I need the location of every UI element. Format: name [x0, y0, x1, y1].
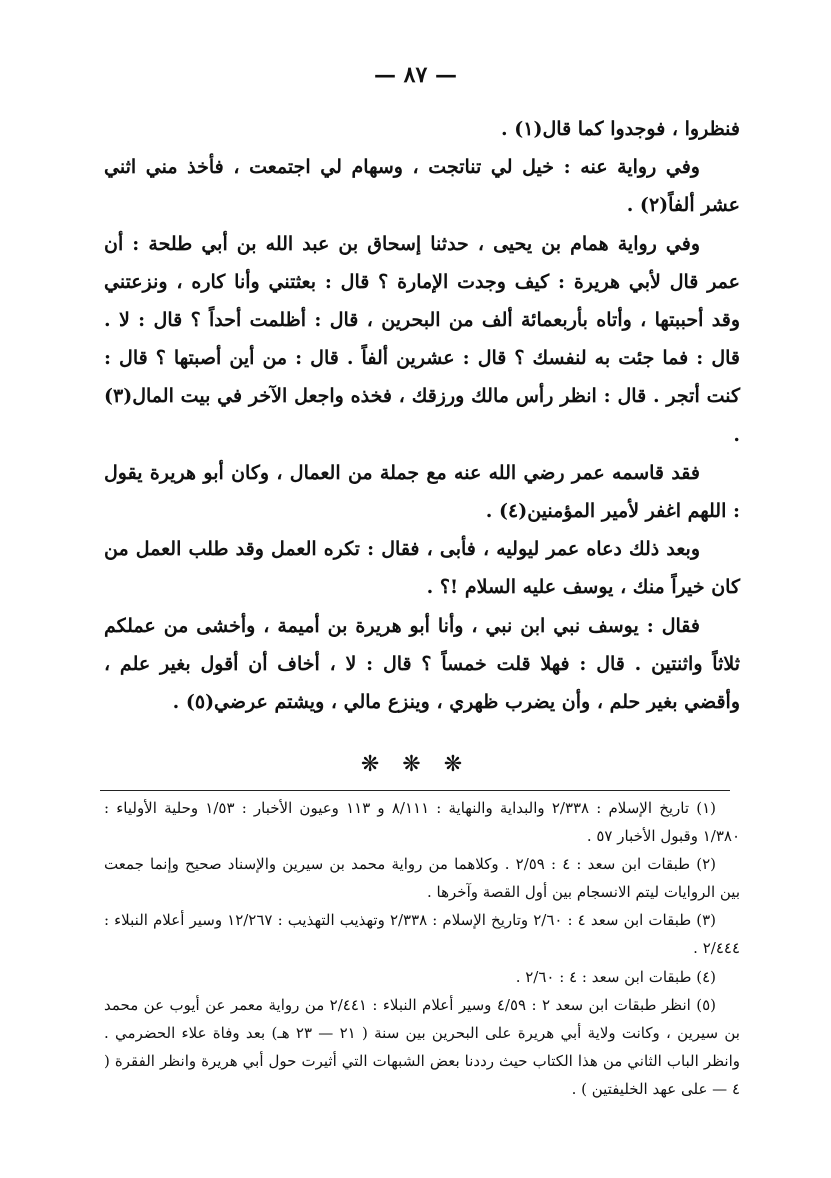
- paragraph-6: فقال : يوسف نبي ابن نبي ، وأنا أبو هريرة بن أميمة ، وأخشى من عملكم ثلاثاً واثنتين . قال : فهلا قلت خمساً ؟ قال : لا ، أخاف أن أقول بغير علم ، وأقضي بغير حلم ، وأن يضرب ظهري ، وينزع مالي ، ويشتم عرضي(٥) .: [104, 614, 740, 714]
- paragraph-5: وبعد ذلك دعاه عمر ليوليه ، فأبى ، فقال : تكره العمل وقد طلب العمل من كان خيراً منك ، يوسف عليه السلام !؟ .: [104, 538, 740, 599]
- paragraph-1: فنظروا ، فوجدوا كما قال(١) .: [501, 118, 740, 140]
- paragraph-3: وفي رواية همام بن يحيى ، حدثنا إسحاق بن عبد الله بن أبي طلحة : أن عمر قال لأبي هريرة : كيف وجدت الإمارة ؟ قال : بعثتني وأنا كاره ، ونزعتني وقد أحببتها ، وأتاه بأربعمائة ألف من البحرين ، قال : أظلمت أحداً ؟ قال : لا . قال : فما جئت به لنفسك ؟ قال : عشرين ألفاً . قال : من أين أصبتها ؟ قال : كنت أتجر . قال : انظر رأس مالك ورزقك ، فخذه واجعل الآخر في بيت المال(٣) .: [104, 232, 740, 446]
- footnote-2: (٢) طبقات ابن سعد : ٤ : ٢/٥٩ . وكلاهما من رواية محمد بن سيرين والإسناد صحيح وإنما جمعت بين الروايات ليتم الانسجام بين أول القصة وآخرها .: [104, 855, 740, 902]
- footnote-1: (١) تاريخ الإسلام : ٢/٣٣٨ والبداية والنهاية : ٨/١١١ و ١١٣ وعيون الأخبار : ١/٥٣ وحلية الأولياء : ١/٣٨٠ وقبول الأخبار ٥٧ .: [104, 799, 740, 846]
- footnote-divider: [100, 790, 730, 791]
- section-ornament: ❋ ❋ ❋: [360, 752, 471, 777]
- footnote-4: (٤) طبقات ابن سعد : ٤ : ٢/٦٠ .: [515, 967, 716, 986]
- paragraph-4: فقد قاسمه عمر رضي الله عنه مع جملة من العمال ، وكان أبو هريرة يقول : اللهم اغفر لأمير المؤمنين(٤) .: [104, 461, 740, 523]
- page-number: — ٨٧ —: [374, 62, 457, 88]
- footnotes: [104, 794, 740, 1103]
- footnote-3: (٣) طبقات ابن سعد ٤ : ٢/٦٠ وتاريخ الإسلام : ٢/٣٣٨ وتهذيب التهذيب : ١٢/٢٦٧ وسير أعلام النبلاء : ٢/٤٤٤ .: [104, 911, 740, 958]
- paragraph-2: وفي رواية عنه : خيل لي تناتجت ، وسهام لي اجتمعت ، فأخذ مني اثني عشر ألفاً(٢) .: [104, 156, 740, 217]
- main-text: [104, 110, 740, 721]
- footnote-5: (٥) انظر طبقات ابن سعد ٢ : ٤/٥٩ وسير أعلام النبلاء : ٢/٤٤١ من رواية معمر عن أيوب عن محمد بن سيرين ، وكانت ولاية أبي هريرة على البحرين بين سنة ( ٢١ — ٢٣ هـ) بعد وفاة علاء الحضرمي . وانظر الباب الثاني من هذا الكتاب حيث رددنا بعض الشبهات التي أثيرت حول أبي هريرة وانظر الفقرة ( ٤ — على عهد الخليفتين ) .: [104, 995, 740, 1098]
